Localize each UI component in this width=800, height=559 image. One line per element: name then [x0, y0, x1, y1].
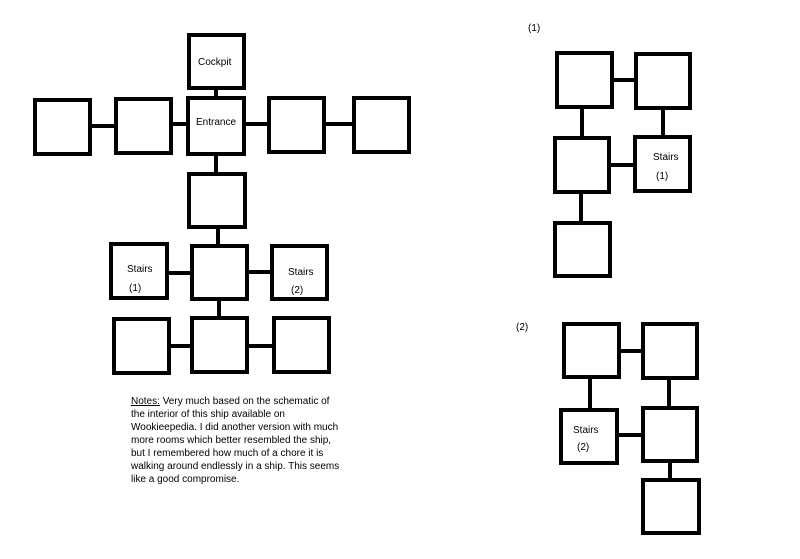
f1-room-top-left	[557, 53, 612, 107]
notes-text: Very much based on the schematic of the interior of this ship available on Wookieepedia. I did another version with much more rooms which better resembled the ship, but I remembered how much of a chore it is walking around endlessly in a ship. This seems like a good compromise.	[131, 396, 340, 485]
room-left	[116, 99, 171, 153]
stairs-1-label: Stairs	[127, 264, 153, 275]
room-lower-center	[192, 318, 247, 372]
f1-room-stairs	[635, 137, 690, 191]
f2-room-middle	[643, 408, 697, 461]
f2-room-top-right	[643, 324, 697, 378]
f2-stairs-label: Stairs	[573, 425, 599, 436]
f2-room-stairs	[561, 410, 617, 463]
notes-block	[131, 395, 343, 486]
f2-room-top-left	[564, 324, 619, 377]
f1-room-bottom	[555, 223, 610, 276]
room-far-left	[35, 100, 90, 154]
room-right	[269, 98, 324, 152]
floor-1-plan	[528, 23, 690, 276]
f1-stairs-number: (1)	[656, 171, 669, 182]
floor-1-heading: (1)	[528, 23, 541, 34]
stairs-2-label: Stairs	[288, 267, 314, 278]
f2-stairs-number: (2)	[577, 442, 590, 453]
main-plan-rooms	[35, 35, 409, 373]
floor-2-plan	[516, 322, 699, 533]
room-corridor	[189, 174, 245, 227]
cockpit-label: Cockpit	[198, 57, 232, 68]
f1-room-top-right	[636, 54, 690, 108]
f1-stairs-label: Stairs	[653, 152, 679, 163]
f1-room-middle	[555, 138, 609, 192]
f2-room-bottom	[643, 480, 699, 533]
room-far-right	[354, 98, 409, 152]
floor-2-heading: (2)	[516, 322, 529, 333]
entrance-label: Entrance	[196, 117, 237, 128]
room-lower-left	[114, 319, 169, 373]
stairs-1-number: (1)	[129, 283, 142, 294]
room-hub	[192, 246, 247, 299]
stairs-2-number: (2)	[291, 285, 304, 296]
room-lower-right	[274, 318, 329, 372]
notes-heading: Notes:	[131, 396, 160, 407]
